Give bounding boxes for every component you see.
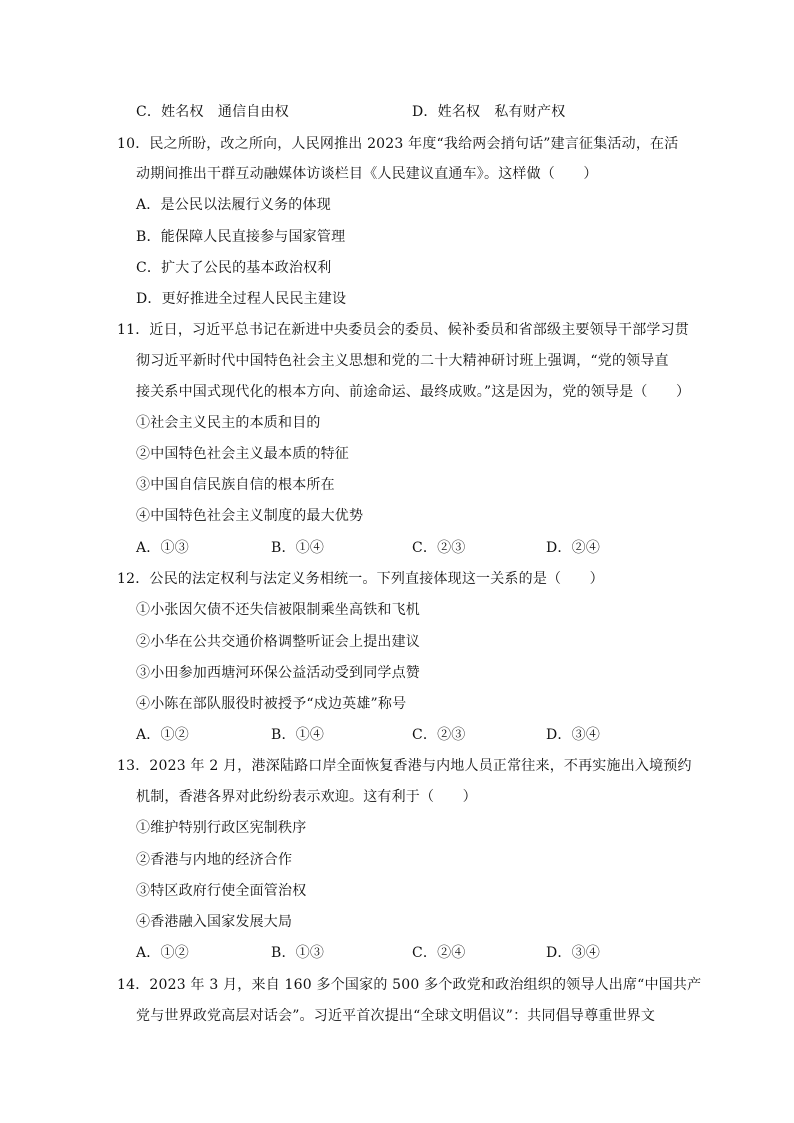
question-11-item-3: ③中国自信民族自信的根本所在 — [136, 477, 335, 493]
option-d: D．姓名权 私有财产权 — [412, 104, 566, 120]
question-11-line-3: 接关系中国式现代化的根本方向、前途命运、最终成败。”这是因为，党的领导是（ ） — [136, 384, 691, 400]
question-13-item-4: ④香港融入国家发展大局 — [136, 914, 293, 930]
option-a: A．①② — [136, 727, 189, 743]
question-11-item-2: ②中国特色社会主义最本质的特征 — [136, 446, 349, 462]
question-10-option-c: C．扩大了公民的基本政治权利 — [136, 260, 332, 276]
option-a: A．①③ — [136, 540, 189, 556]
option-b: B．①④ — [271, 540, 325, 556]
option-b: B．①③ — [271, 945, 325, 961]
question-11-line-1: 11．近日，习近平总书记在新进中央委员会的委员、候补委员和省部级主要领导干部学习贯 — [117, 322, 690, 338]
question-10-line-2: 动期间推出干群互动融媒体访谈栏目《人民建议直通车》。这样做（ ） — [136, 166, 598, 182]
question-10-option-a: A．是公民以法履行义务的体现 — [136, 197, 331, 213]
option-a: A．①② — [136, 945, 189, 961]
option-d: D．③④ — [546, 727, 601, 743]
question-13-line-2: 机制，香港各界对此纷纷表示欢迎。这有利于（ ） — [136, 789, 477, 805]
question-13-item-2: ②香港与内地的经济合作 — [136, 852, 293, 868]
option-c: C．②④ — [412, 945, 466, 961]
option-c: C．②③ — [412, 540, 466, 556]
question-13-item-3: ③特区政府行使全面管治权 — [136, 883, 307, 899]
option-d: D．③④ — [546, 945, 601, 961]
question-11-item-4: ④中国特色社会主义制度的最大优势 — [136, 508, 364, 524]
question-13-line-1: 13．2023 年 2 月，港深陆路口岸全面恢复香港与内地人员正常往来，不再实施出入境预约 — [117, 758, 692, 774]
question-12-line-1: 12．公民的法定权利与法定义务相统一。下列直接体现这一关系的是（ ） — [117, 571, 604, 587]
question-10-line-1: 10．民之所盼，改之所向，人民网推出 2023 年度“我给两会捎句话”建言征集活动，在活 — [117, 136, 679, 152]
question-14-line-1: 14．2023 年 3 月，来自 160 多个国家的 500 多个政党和政治组织的领导人出席“中国共产 — [117, 977, 702, 993]
question-11-item-1: ①社会主义民主的本质和目的 — [136, 415, 321, 431]
question-12-item-4: ④小陈在部队服役时被授予“戍边英雄”称号 — [136, 696, 407, 712]
option-c: C．姓名权 通信自由权 — [136, 104, 289, 120]
option-b: B．①④ — [271, 727, 325, 743]
option-c: C．②③ — [412, 727, 466, 743]
question-10-option-d: D．更好推进全过程人民民主建设 — [136, 291, 347, 307]
question-12-item-3: ③小田参加西塘河环保公益活动受到同学点赞 — [136, 665, 420, 681]
question-12-item-1: ①小张因欠债不还失信被限制乘坐高铁和飞机 — [136, 602, 420, 618]
option-d: D．②④ — [546, 540, 601, 556]
question-11-line-2: 彻习近平新时代中国特色社会主义思想和党的二十大精神研讨班上强调，“党的领导直 — [136, 353, 669, 369]
question-12-item-2: ②小华在公共交通价格调整听证会上提出建议 — [136, 634, 420, 650]
question-13-item-1: ①维护特别行政区宪制秩序 — [136, 820, 307, 836]
question-10-option-b: B．能保障人民直接参与国家管理 — [136, 229, 346, 245]
question-14-line-2: 党与世界政党高层对话会”。习近平首次提出“全球文明倡议”：共同倡导尊重世界文 — [136, 1008, 656, 1024]
